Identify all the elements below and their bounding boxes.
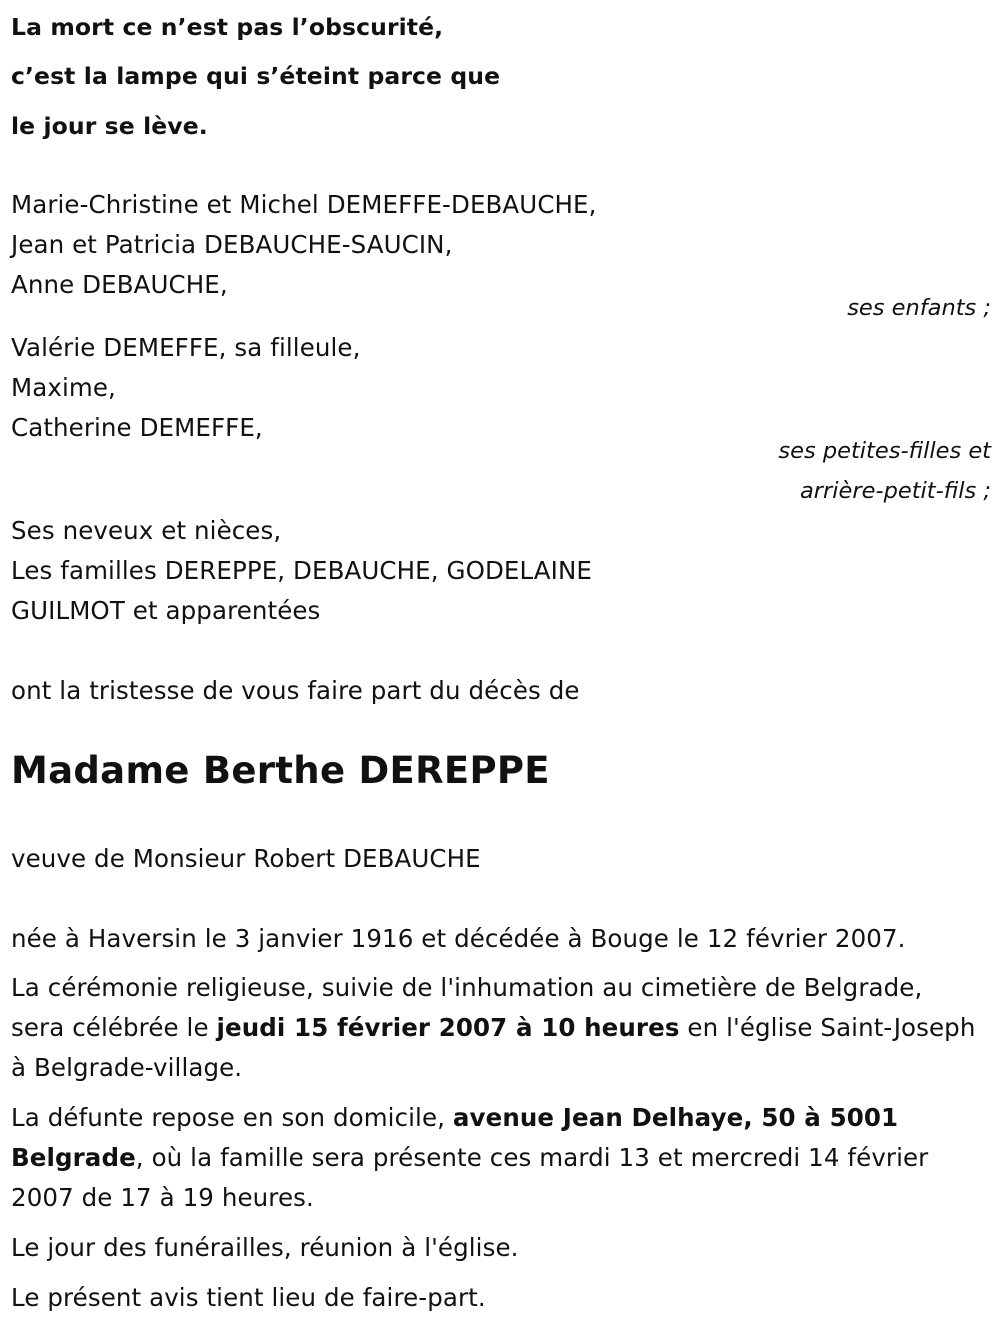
quote-line-3: le jour se lève. <box>11 112 208 140</box>
repose-city: Belgrade <box>11 1143 136 1172</box>
ceremony-line-1: La cérémonie religieuse, suivie de l'inhumation au cimetière de Belgrade, <box>11 973 923 1002</box>
repose-text: La défunte repose en son domicile, <box>11 1103 453 1132</box>
birth-death: née à Haversin le 3 janvier 1916 et décédée à Bouge le 12 février 2007. <box>11 924 906 953</box>
widow-of: veuve de Monsieur Robert DEBAUCHE <box>11 844 481 873</box>
children-line-1: Marie-Christine et Michel DEMEFFE-DEBAUCHE, <box>11 190 597 219</box>
repose-address: avenue Jean Delhaye, 50 à 5001 <box>452 1103 899 1132</box>
family-line-3: GUILMOT et apparentées <box>11 596 321 625</box>
quote-line-1: La mort ce n’est pas l’obscurité, <box>11 13 444 41</box>
quote-line-2: c’est la lampe qui s’éteint parce que <box>11 62 501 90</box>
grandchildren-line-2: Maxime, <box>11 373 116 402</box>
repose-line-2 <box>11 1143 928 1173</box>
family-line-2: Les familles DEREPPE, DEBAUCHE, GODELAINE <box>11 556 592 585</box>
obituary-notice <box>11 0 991 1332</box>
grandchildren-line-3: Catherine DEMEFFE, <box>11 413 263 442</box>
deceased-name: Madame Berthe DEREPPE <box>11 749 550 792</box>
ceremony-location: en l'église Saint-Joseph <box>679 1013 976 1042</box>
children-role: ses enfants ; <box>847 295 991 321</box>
funeral-meeting: Le jour des funérailles, réunion à l'église. <box>11 1233 519 1262</box>
repose-schedule: , où la famille sera présente ces mardi 13 et mercredi 14 février <box>135 1143 929 1172</box>
repose-line-3: 2007 de 17 à 19 heures. <box>11 1183 314 1212</box>
children-line-3: Anne DEBAUCHE, <box>11 270 228 299</box>
notice-statement: Le présent avis tient lieu de faire-part. <box>11 1283 486 1312</box>
children-line-2: Jean et Patricia DEBAUCHE-SAUCIN, <box>11 230 453 259</box>
repose-line-1 <box>11 1103 898 1133</box>
ceremony-date: jeudi 15 février 2007 à 10 heures <box>216 1013 680 1042</box>
ceremony-line-3: à Belgrade-village. <box>11 1053 243 1082</box>
announcement: ont la tristesse de vous faire part du décès de <box>11 676 580 705</box>
ceremony-text: sera célébrée le <box>11 1013 217 1042</box>
ceremony-line-2 <box>11 1013 975 1043</box>
family-line-1: Ses neveux et nièces, <box>11 516 282 545</box>
grandchildren-line-1: Valérie DEMEFFE, sa filleule, <box>11 333 361 362</box>
grandchildren-role-line-1: ses petites-filles et <box>778 438 991 464</box>
grandchildren-role-line-2: arrière-petit-fils ; <box>800 478 991 504</box>
